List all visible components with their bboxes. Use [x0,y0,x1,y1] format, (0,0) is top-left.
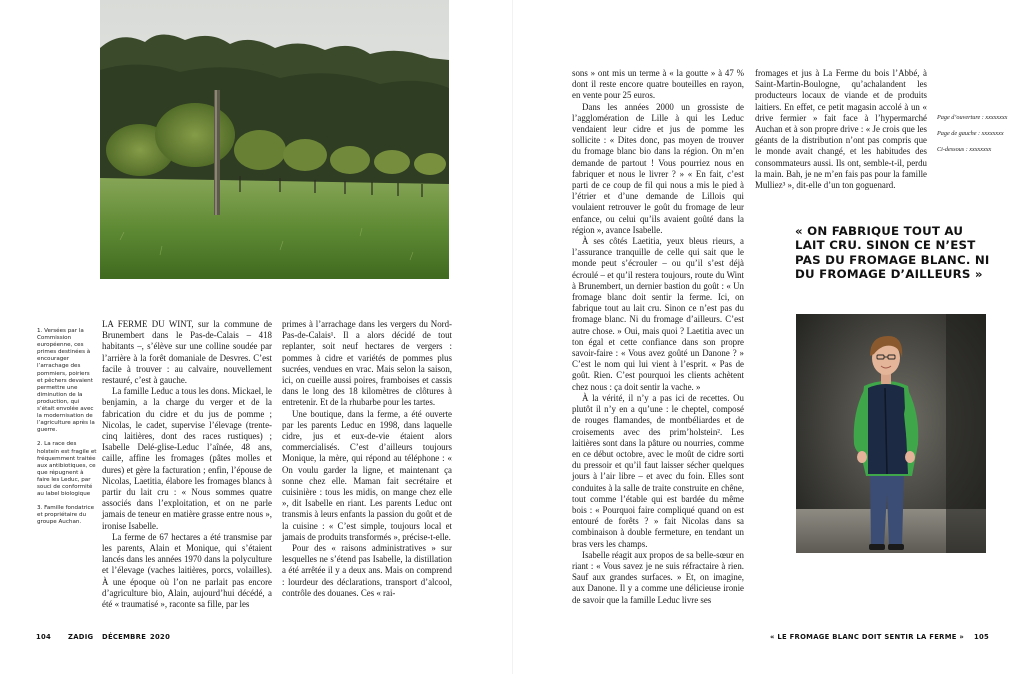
page-gutter [512,0,513,674]
left-page-number: 104 [36,633,52,641]
credit-line: Page d’ouverture : xxxxxxxx [937,114,1008,121]
orchard-photo [100,0,449,279]
article-paragraph: À la vérité, il n’y a pas ici de recettes. Ou plutôt il n’y en a qu’une : le cheptel, composé de rouges flamandes, de montbéliardes et de croisements avec des prim’holstein². Les laitières sont dans la pâture ou nourries, comme en ce début octobre, avec le moût de cidre sorti du pressoir et qu’il faut laisser sécher quelques jours à l’air libre – et avec du foin. Elles sont conduites à la salle de traite construite en chêne, tout comme l’étable qui est bardée du même bois : « Pourquoi faire compliqué quand on est entouré de forêts ? » fait Nicolas dans sa combinaison à double fermeture, en tendant un bras vers les champs. [572,392,744,549]
article-column-3 [572,68,744,606]
article-paragraph: LA FERME DU WINT, sur la commune de Brunembert dans le Pas-de-Calais – 418 habitants –, s’élève sur une colline soudée par l’arrière à la forêt domaniale de Desvres. C’est facile à trouver : au calvaire, nouvellement restauré, c’est à gauche. [102,319,272,386]
issue-year: 2020 [150,633,171,641]
footnote-3: 3. Famille fondatrice et propriétaire du groupe Auchan. [37,505,95,526]
article-paragraph: sons » ont mis un terme à « la goutte » à 47 % dont il reste encore quatre bouteilles en rayon, en vente pour 25 euros. [572,68,744,101]
credit-line: Page de gauche : xxxxxxxx [937,130,1004,137]
article-paragraph: Dans les années 2000 un grossiste de l’agglomération de Lille à qui les Leduc vendaient leur cidre et jus de pomme les sollicite : « Dites donc, pas moyen de trouver du fromage blanc bio dans la région. On m’en demande de partout ! Vous pourriez nous en fabriquer et nous le livrer ? » « En fait, c’est parti de ce coup de fil qui nous a mis le pied à l’étrier et d’une demande de Lillois qui voulaient retrouver le goût du fromage de leur enfance, ou celui qu’ils avaient goûté dans la région », avance Isabelle. [572,101,744,235]
article-paragraph: La famille Leduc a tous les dons. Mickael, le benjamin, a la charge du verger et de la fabrication du cidre et du jus de pomme ; Nicolas, le cadet, supervise l’élevage (trente-cinq laitières, dont des races rustiques) ; Isabelle Delé-glise-Leduc l’aînée, 48 ans, caille, affine les fromages (pâtes molles et dures) et gère la facturation ; enfin, l’épouse de Nicolas, Laetitia, élabore les fromages blancs à partir du lait cru : « Nous sommes quatre associés dans l’exploitation, et on ne parle jamais de teneur en matière grasse entre nous », ironise Isabelle. [102,386,272,531]
article-column-4 [755,68,927,191]
magazine-name: ZADIG [68,633,94,641]
footnote-1: 1. Versées par la Commission européenne, ces primes destinées à encourager l’arrachage des pommiers, poiriers et pêchers devaient permettre une diminution de la production, qui s’était envolée avec la modernisation de l’agriculture après la guerre. [37,328,95,434]
article-paragraph: Pour des « raisons administratives » sur lesquelles ne s’étend pas Isabelle, la distillation a été arrêtée il y a deux ans. Mais on comprend : lourdeur des déclarations, transport d’alcool, contrôle des douanes. Ces « rai- [282,543,452,598]
article-column-1 [102,319,272,610]
article-column-2 [282,319,452,599]
article-paragraph: fromages et jus à La Ferme du bois l’Abbé, à Saint-Martin-Boulogne, qu’achalandent les producteurs locaux de viande et de produits laitiers. En effet, ce petit magasin accolé à un « drive fermier » fait face à l’hypermarché Auchan et à son propre drive : « Je crois que les géants de la distribution n’ont pas compris que le monde avait changé, et les habitudes des consommateurs aussi. Ils ont, semble-t-il, perdu la main. Bah, je ne m’en fais pas pour la famille Mulliez³ », dit-elle d’un ton goguenard. [755,68,927,191]
article-paragraph: primes à l’arrachage dans les vergers du Nord-Pas-de-Calais¹. Il a alors décidé de tout replanter, soit neuf hectares de vergers : pommes à cidre et variétés de pommes plus sucrées, vendues en vrac. Mais selon la saison, ici, on cueille aussi poires, framboises et cassis dans le long des 18 kilomètres de clôtures à entretenir. Et de la rhubarbe pour les tartes. [282,319,452,408]
issue-month: DÉCEMBRE [102,633,147,641]
footnote-2: 2. La race des holstein est fragile et fréquemment traitée aux antibiotiques, ce que répugnent à faire les Leduc, par souci de conformité au label biologique [37,441,97,498]
right-page-number: 105 [974,633,990,641]
credit-line: Ci-dessous : xxxxxxxx [937,146,992,153]
running-title: « LE FROMAGE BLANC DOIT SENTIR LA FERME » [770,633,965,641]
article-paragraph: Isabelle réagit aux propos de sa belle-sœur en riant : « Vous savez je ne suis réfractaire à rien. Sauf aux grandes surfaces. » Et, on imagine, aux Danone. Il y a comme une délicieuse ironie de savoir que la famille Leduc livre ses [572,549,744,605]
portrait-photo [796,314,986,553]
footnotes [37,328,97,533]
pull-quote: « ON FABRIQUE TOUT AU LAIT CRU. SINON CE N’EST PAS DU FROMAGE BLANC. NI DU FROMAGE D’AILLEURS » [795,224,990,281]
article-paragraph: Une boutique, dans la ferme, a été ouverte par les parents Leduc en 1998, dans laquelle cidre, jus et eux-de-vie étaient alors commercialisés. C’est d’ailleurs toujours Monique, la mère, qui répond au téléphone : « On voulu garder la ligne, et maintenant ça sonne chez elle. Maman fait secrétaire et cuisinière : tous les midis, on mange chez elle », dit Isabelle en riant. Les parents Leduc ont transmis à leurs enfants la passion du goût et de la cuisine : « C’est simple, toujours local et jamais de produits transformés », précise-t-elle. [282,408,452,542]
article-paragraph: La ferme de 67 hectares a été transmise par les parents, Alain et Monique, qui s’étaient lancés dans les années 1970 dans la polyculture et l’élevage (vaches laitières, porcs, volailles). À une époque où l’on ne parlait pas encore d’agriculture bio, Alain, aujourd’hui décédé, a été « traumatisé », raconte sa fille, par les [102,531,272,610]
article-paragraph: À ses côtés Laetitia, yeux bleus rieurs, a l’assurance tranquille de celle qui sait que le monde peut s’écrouler – ou qu’il s’est déjà écroulé – et qu’il restera toujours, route du Wint à Brunembert, un dernier bastion du goût : « Un fromage blanc doit sentir la ferme. Ici, on fabrique tout au lait cru. Sinon ce n’est pas du fromage blanc. Ni du fromage d’ailleurs. C’est autre chose. » Oui, mais quoi ? Laetitia avec un ton égal et cette confiance dans son propre savoir-faire : « Vous avez goûté un Danone ? » C’est le nom qui lui vient à l’esprit. « Pas de goût. Rien. C’est pourquoi les clients achètent chez nous : ça doit sentir la vache. » [572,236,744,392]
photo-credits [937,114,1017,162]
